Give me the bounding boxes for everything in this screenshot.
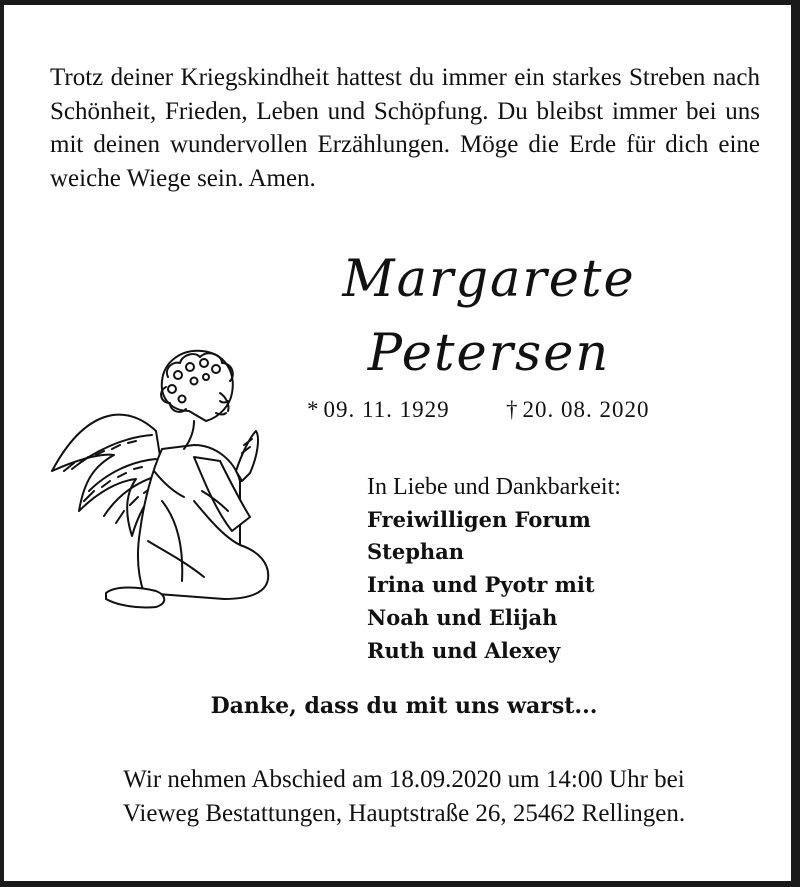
birth-symbol: *	[307, 397, 320, 422]
death-date	[506, 397, 650, 423]
closing-line: Danke, dass du mit uns warst...	[210, 693, 598, 719]
mourners-block	[367, 471, 787, 667]
intro-text: Trotz deiner Kriegskindheit hattest du immer ein starkes Streben nach Schönheit, Frieden, Leben und Schöpfung. Du bleibst immer bei uns mit deinen wundervollen Erzählungen. Möge die Erde für dich eine weiche Wiege sein. Amen.	[50, 64, 760, 192]
mourner-name: Stephan	[367, 539, 465, 565]
death-date-value: 20. 08. 2020	[522, 397, 650, 422]
birth-date	[307, 397, 450, 423]
mourners-label: In Liebe und Dankbarkeit:	[367, 474, 621, 500]
farewell-line-2: Vieweg Bestattungen, Hauptstraße 26, 25462 Rellingen.	[122, 800, 686, 827]
farewell-notice	[44, 763, 764, 831]
praying-angel-icon	[44, 341, 284, 621]
farewell-line-1: Wir nehmen Abschied am 18.09.2020 um 14:00 Uhr bei	[123, 766, 685, 793]
deceased-last-name: Petersen	[367, 324, 611, 383]
mourner-name: Irina und Pyotr mit	[367, 572, 595, 598]
mourner-name: Ruth und Alexey	[367, 637, 561, 663]
mourner-name: Noah und Elijah	[367, 604, 558, 630]
birth-date-value: 09. 11. 1929	[323, 397, 450, 422]
mourner-name: Freiwilligen Forum	[367, 506, 591, 532]
death-symbol: †	[506, 397, 519, 422]
deceased-first-name: Margarete	[342, 250, 636, 309]
